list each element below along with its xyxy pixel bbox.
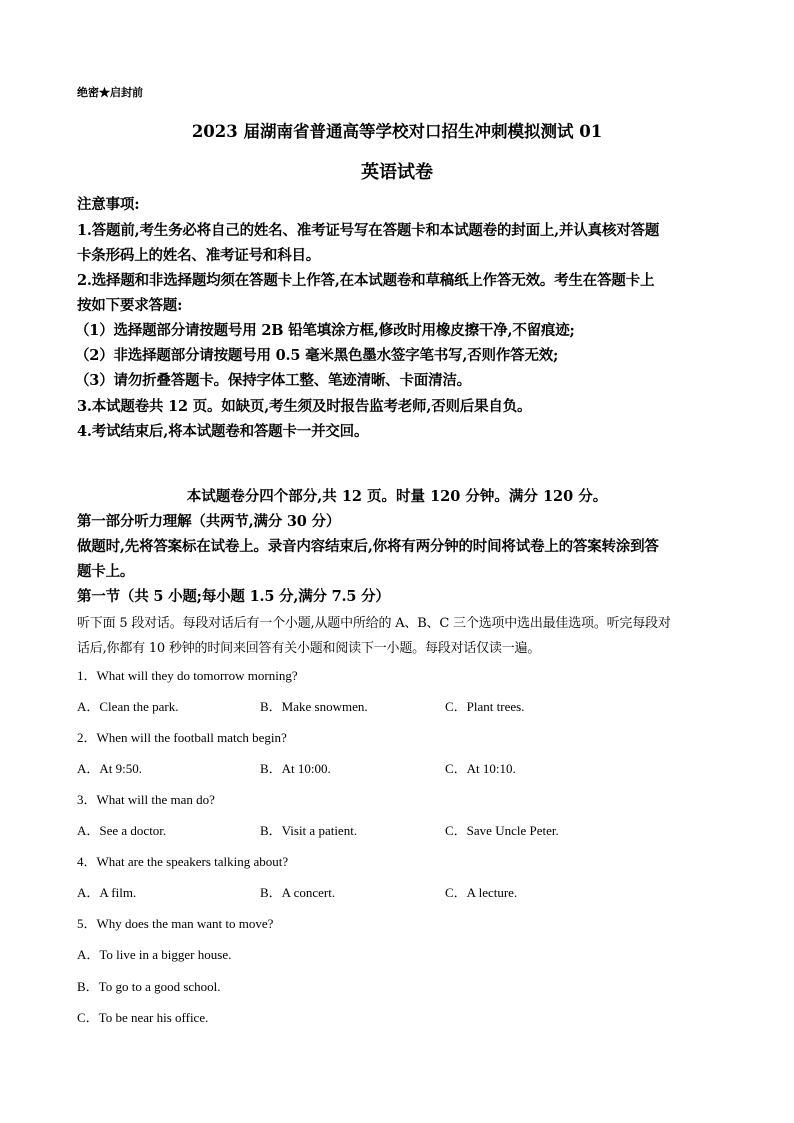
option-b: B．Visit a patient. (260, 823, 358, 838)
question-stem: 3．What will the man do? (77, 792, 215, 807)
secret-mark: 绝密★启封前 (77, 86, 143, 99)
option-c: C．A lecture. (445, 885, 518, 900)
exam-title: 2023 届湖南省普通高等学校对口招生冲刺模拟测试 01 (191, 122, 603, 141)
option-b: B．To go to a good school. (77, 979, 221, 994)
part1-instruction: 题卡上。 (77, 563, 135, 580)
option-b: B．A concert. (260, 885, 336, 900)
part1-heading: 第一部分听力理解（共两节,满分 30 分） (77, 513, 341, 530)
question-stem: 5．Why does the man want to move? (77, 916, 274, 931)
option-a: A．At 9:50. (77, 761, 143, 776)
option-c: C．Plant trees. (445, 699, 525, 714)
part1-instruction: 做题时,先将答案标在试卷上。录音内容结束后,你将有两分钟的时间将试卷上的答案转涂到答 (77, 538, 659, 555)
option-b: B．At 10:00. (260, 761, 331, 776)
option-a: A．See a doctor. (77, 823, 167, 838)
option-a: A．To live in a bigger house. (77, 947, 232, 962)
option-c: C．At 10:10. (445, 761, 516, 776)
notes-line: 4.考试结束后,将本试题卷和答题卡一并交回。 (77, 423, 369, 440)
option-c: C．Save Uncle Peter. (445, 823, 559, 838)
option-c: C．To be near his office. (77, 1010, 209, 1025)
section1-intro: 话后,你都有 10 秒钟的时间来回答有关小题和阅读下一小题。每段对话仅读一遍。 (77, 641, 541, 656)
notes-line: 按如下要求答题: (77, 297, 183, 314)
notes-line: 卡条形码上的姓名、准考证号和科目。 (77, 247, 321, 264)
option-b: B．Make snowmen. (260, 699, 368, 714)
notes-line: （2）非选择题部分请按题号用 0.5 毫米黑色墨水签字笔书写,否则作答无效; (75, 347, 559, 364)
exam-subtitle: 英语试卷 (361, 162, 433, 183)
section1-heading: 第一节（共 5 小题;每小题 1.5 分,满分 7.5 分） (77, 588, 390, 605)
notes-line: 2.选择题和非选择题均须在答题卡上作答,在本试题卷和草稿纸上作答无效。考生在答题卡上 (77, 272, 655, 289)
notes-heading: 注意事项: (77, 196, 140, 213)
notes-line: （3）请勿折叠答题卡。保持字体工整、笔迹清晰、卡面清洁。 (75, 372, 471, 389)
question-stem: 1．What will they do tomorrow morning? (77, 668, 298, 683)
option-a: A．Clean the park. (77, 699, 179, 714)
question-stem: 2．When will the football match begin? (77, 730, 287, 745)
exam-summary: 本试题卷分四个部分,共 12 页。时量 120 分钟。满分 120 分。 (186, 488, 608, 505)
notes-line: 1.答题前,考生务必将自己的姓名、准考证号写在答题卡和本试题卷的封面上,并认真核对答题 (77, 222, 660, 239)
notes-line: （1）选择题部分请按题号用 2B 铅笔填涂方框,修改时用橡皮擦干净,不留痕迹; (75, 322, 575, 339)
notes-line: 3.本试题卷共 12 页。如缺页,考生须及时报告监考老师,否则后果自负。 (77, 398, 532, 415)
question-stem: 4．What are the speakers talking about? (77, 854, 289, 869)
section1-intro: 听下面 5 段对话。每段对话后有一个小题,从题中所给的 A、B、C 三个选项中选出最佳选项。听完每段对 (77, 616, 671, 631)
option-a: A．A film. (77, 885, 137, 900)
